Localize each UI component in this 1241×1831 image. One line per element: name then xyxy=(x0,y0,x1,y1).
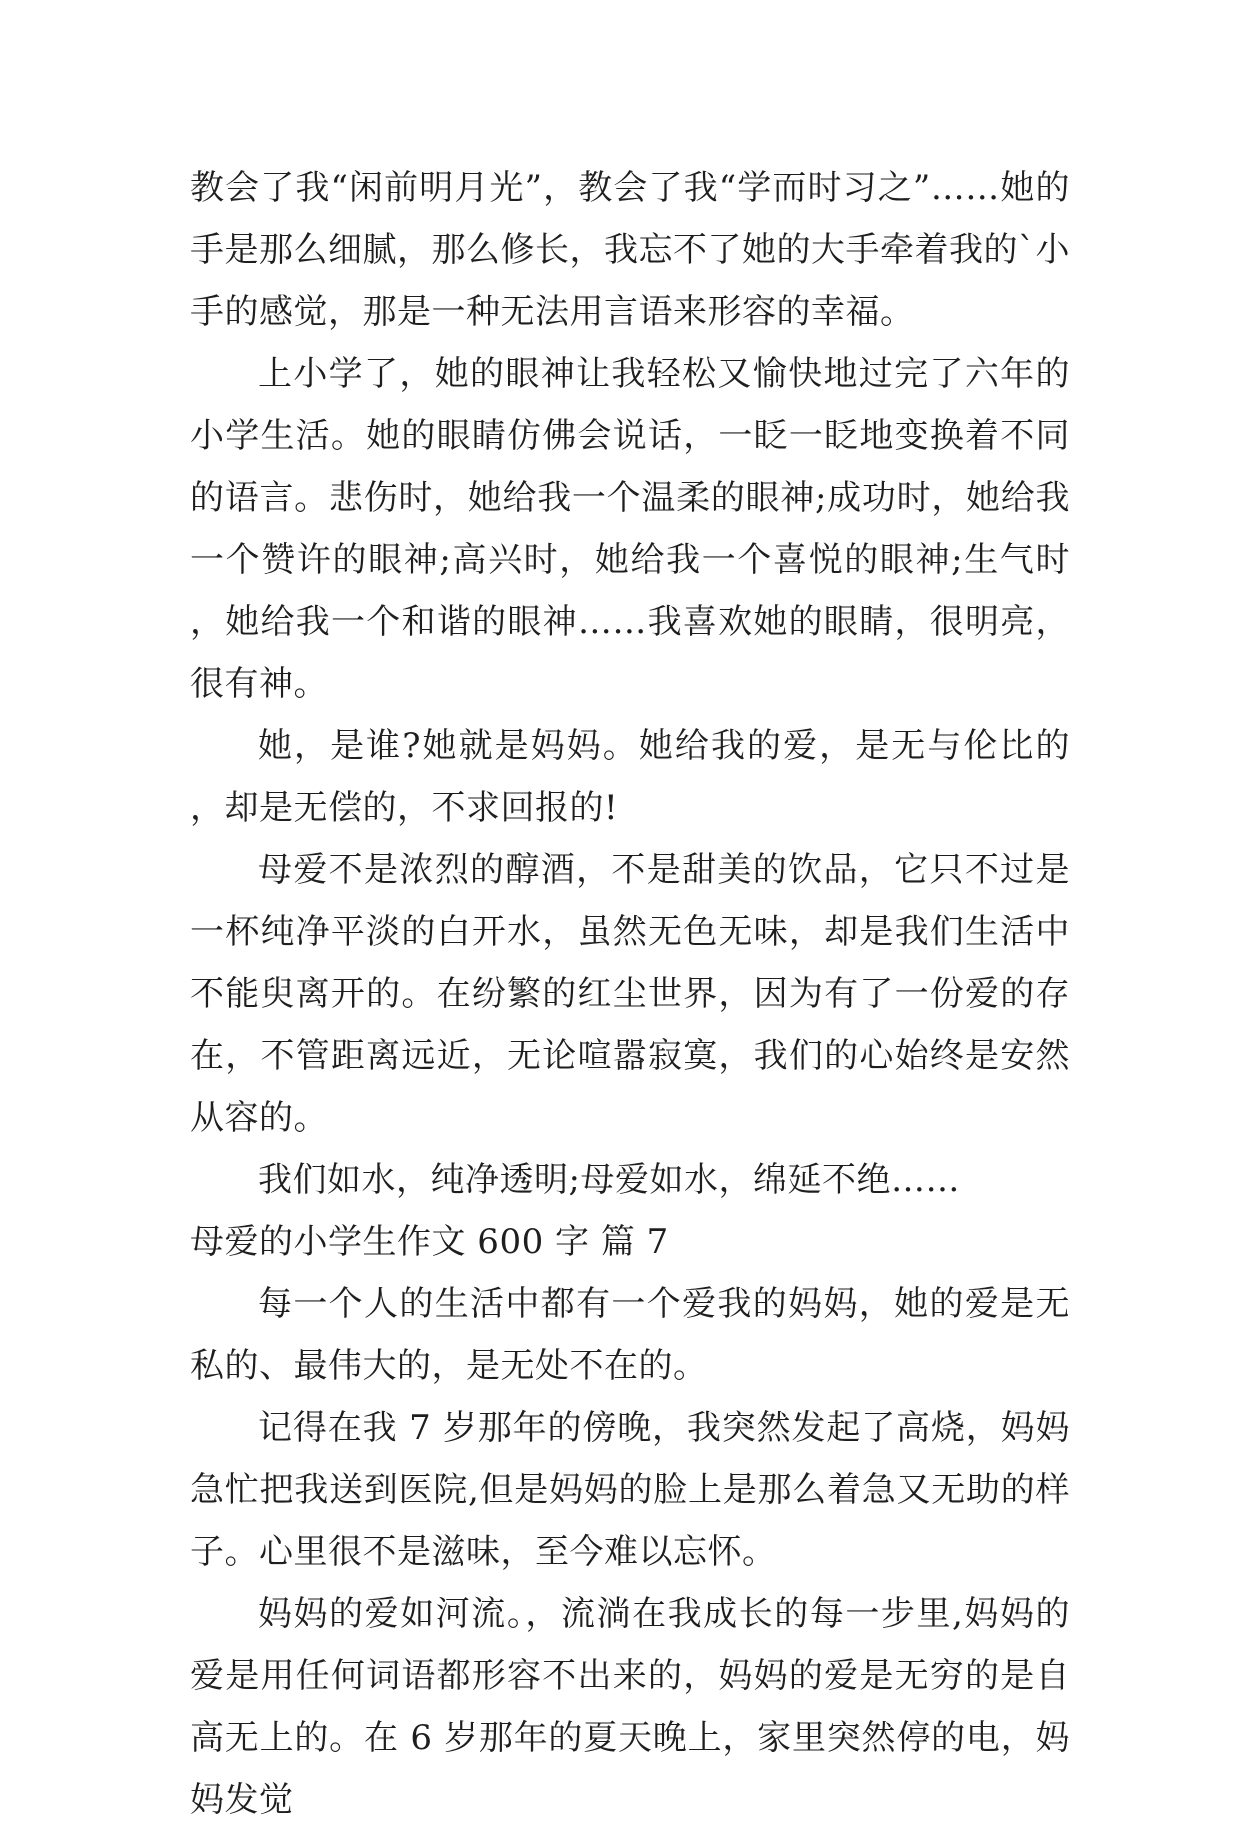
document-body xyxy=(190,157,1070,1831)
paragraph: 记得在我 7 岁那年的傍晚，我突然发起了高烧，妈妈急忙把我送到医院,但是妈妈的脸上是那么着急又无助的样子。心里很不是滋味，至今难以忘怀。 xyxy=(190,1408,1070,1572)
paragraph: 我们如水，纯净透明;母爱如水，绵延不绝…… xyxy=(258,1160,960,1200)
paragraph: 教会了我“闲前明月光”，教会了我“学而时习之”……她的手是那么细腻，那么修长，我忘不了她的大手牵着我的`小手的感觉，那是一种无法用言语来形容的幸福。 xyxy=(190,168,1070,332)
section-heading: 母爱的小学生作文 600 字 篇 7 xyxy=(190,1222,669,1262)
paragraph: 每一个人的生活中都有一个爱我的妈妈，她的爱是无私的、最伟大的，是无处不在的。 xyxy=(190,1284,1070,1386)
paragraph: 上小学了，她的眼神让我轻松又愉快地过完了六年的小学生活。她的眼睛仿佛会说话，一眨一眨地变换着不同的语言。悲伤时，她给我一个温柔的眼神;成功时，她给我一个赞许的眼神;高兴时，她给我一个喜悦的眼神;生气时，她给我一个和谐的眼神……我喜欢她的眼睛，很明亮，很有神。 xyxy=(190,354,1070,704)
paragraph: 她，是谁?她就是妈妈。她给我的爱，是无与伦比的，却是无偿的，不求回报的! xyxy=(190,726,1070,828)
paragraph: 妈妈的爱如河流。，流淌在我成长的每一步里,妈妈的爱是用任何词语都形容不出来的，妈妈的爱是无穷的是自高无上的。在 6 岁那年的夏天晚上，家里突然停的电，妈妈发觉 xyxy=(190,1594,1070,1820)
paragraph: 母爱不是浓烈的醇酒，不是甜美的饮品，它只不过是一杯纯净平淡的白开水，虽然无色无味，却是我们生活中不能臾离开的。在纷繁的红尘世界，因为有了一份爱的存在，不管距离远近，无论喧嚣寂寞，我们的心始终是安然从容的。 xyxy=(190,850,1070,1138)
